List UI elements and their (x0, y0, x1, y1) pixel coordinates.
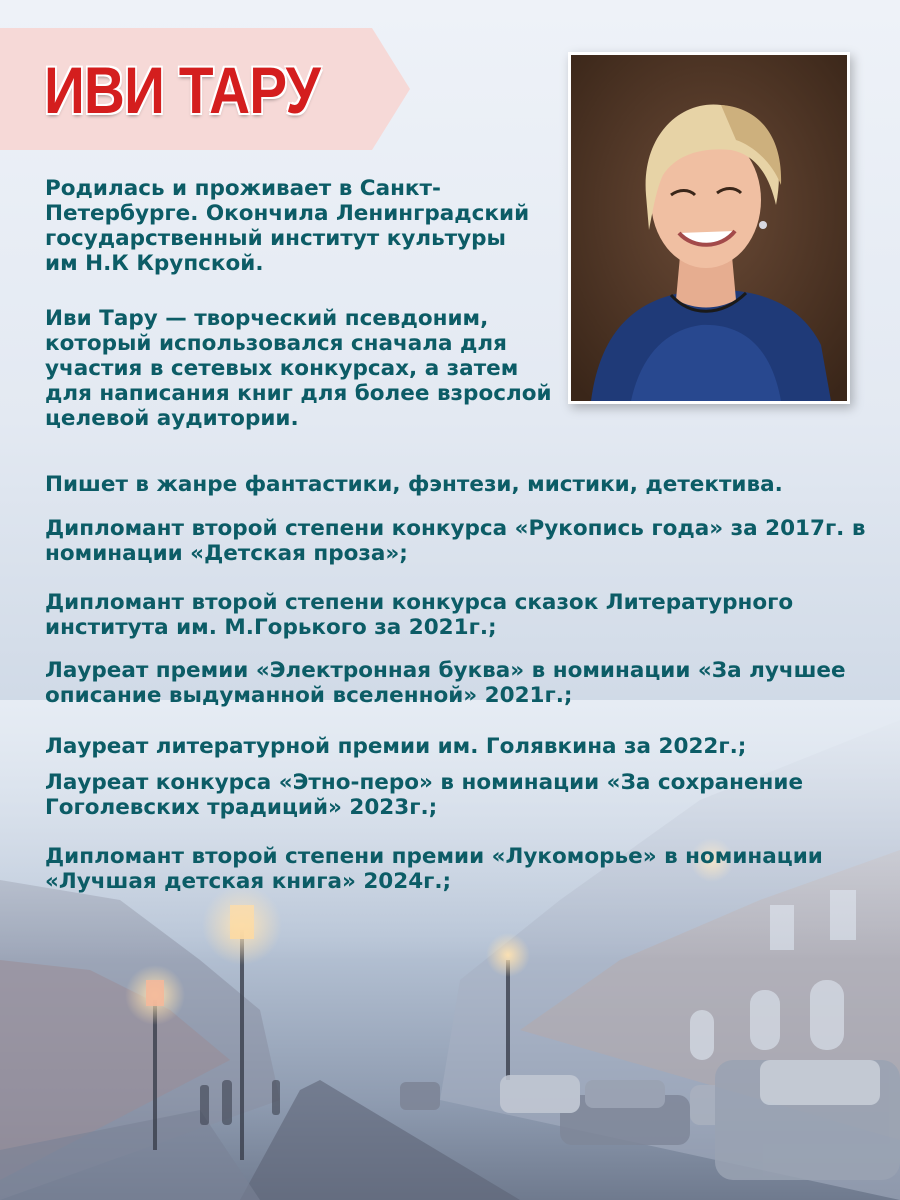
award-item: Дипломант второй степени конкурса «Рукопись года» за 2017г. в номинации «Детская проза»; (45, 516, 866, 566)
bio-paragraph-pseudonym: Иви Тару — творческий псевдоним, который использовался сначала для участия в сетевых конкурсах, а затем для написания книг для более взрослой целевой аудитории. (45, 306, 552, 431)
author-portrait-icon (571, 55, 847, 401)
bio-paragraph-birthplace: Родилась и проживает в Санкт-Петербурге. Окончила Ленинградский государственный институт культуры им Н.К Крупской. (45, 176, 530, 276)
award-item: Дипломант второй степени премии «Лукоморье» в номинации «Лучшая детская книга» 2024г.; (45, 844, 823, 894)
award-item: Лауреат литературной премии им. Голявкина за 2022г.; (45, 734, 747, 759)
author-photo-frame (568, 52, 850, 404)
author-name-title: ИВИ ТАРУ (44, 53, 320, 127)
bio-paragraph-genres: Пишет в жанре фантастики, фэнтези, мистики, детектива. (45, 472, 783, 497)
award-item: Лауреат премии «Электронная буква» в номинации «За лучшее описание выдуманной вселенной» 2021г.; (45, 658, 846, 708)
award-item: Дипломант второй степени конкурса сказок Литературного института им. М.Горького за 2021г.; (45, 590, 794, 640)
award-item: Лауреат конкурса «Этно-перо» в номинации «За сохранение Гоголевских традиций» 2023г.; (45, 770, 804, 820)
